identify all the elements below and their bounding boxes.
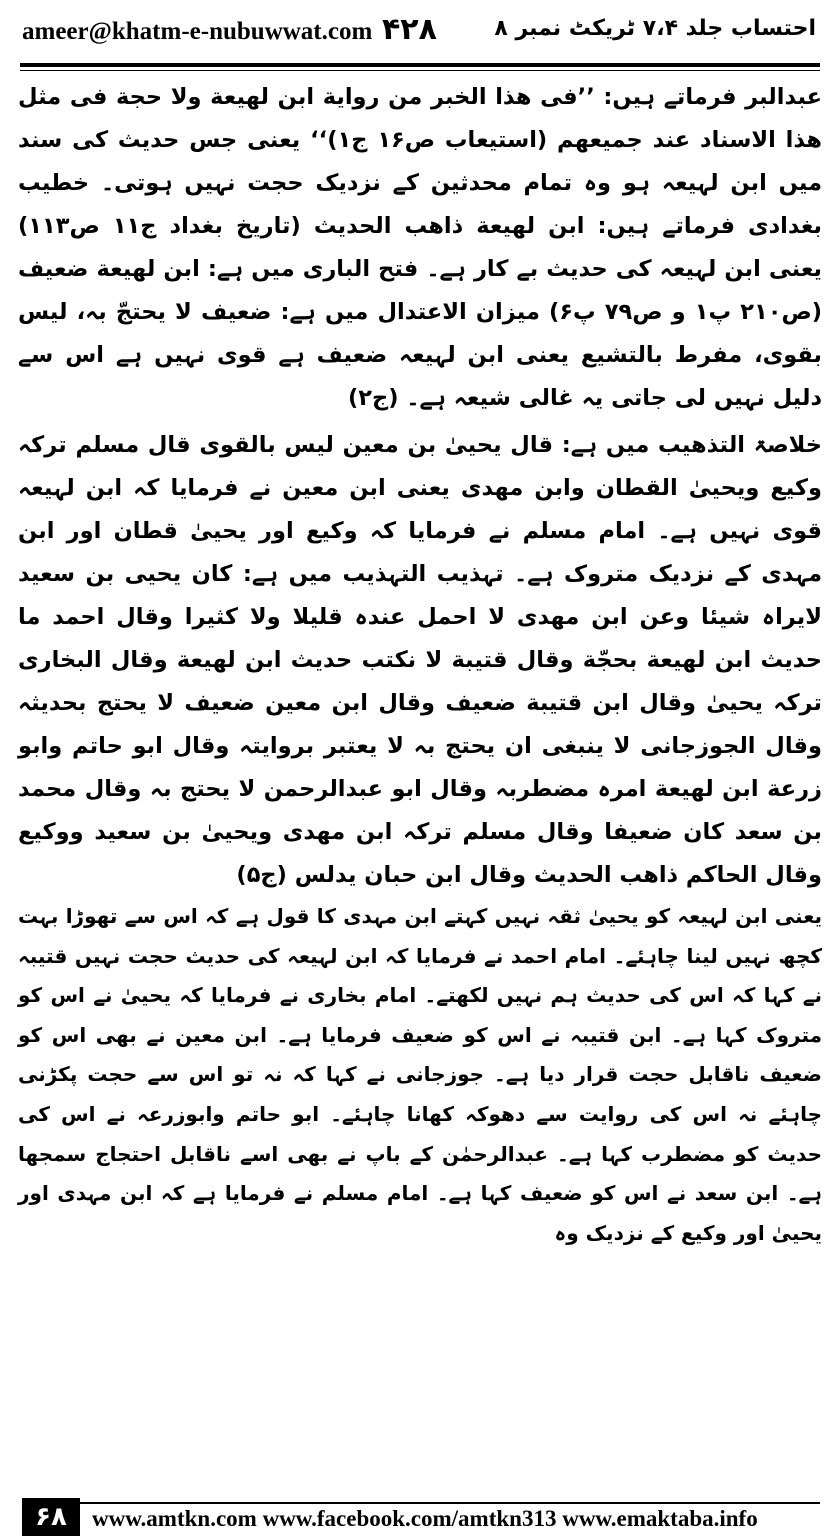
footer-links: www.amtkn.com www.facebook.com/amtkn313 www.emaktaba.info [92, 1506, 758, 1531]
page-footer [0, 1498, 840, 1540]
paragraph-khulasa-tahdhib: خلاصۃ التذھیب میں ہے: قال یحییٰ بن معین لیس بالقوی قال مسلم ترکہ وکیع ویحییٰ القطان وابن مھدی یعنی ابن معین نے فرمایا کہ ابن لہیعہ قوی نہیں ہے۔ امام مسلم نے فرمایا کہ وکیع اور یحییٰ قطان اور ابن مہدی کے نزدیک متروک ہے۔ تہذیب التہذیب میں ہے: کان یحیی بن سعید لایراہ شیئا وعن ابن مھدی لا احمل عندہ قلیلا ولا کثیرا وقال احمد ما حدیث ابن لھیعة بحجّة وقال قتیبة لا نکتب حدیث ابن لھیعة وقال البخاری ترکہ یحییٰ وقال ابن قتیبة ضعیف وقال ابن معین ضعیف لا یحتج بحدیثہ وقال الجوزجانی لا ینبغی ان یحتج بہ لا یعتبر بروایتہ وقال ابو حاتم وابو زرعة ابن لھیعة امرہ مضطربہ وقال ابو عبدالرحمن لا یحتج بہ وقال محمد بن سعد کان ضعیفا وقال مسلم ترکہ ابن مھدی ویحییٰ بن سعید ووکیع وقال الحاکم ذاھب الحدیث وقال ابن حبان یدلس (ج۵) [18, 432, 822, 888]
header-rule-thick [20, 63, 820, 67]
footer-page-number: ۶۸ [22, 1498, 80, 1536]
paragraph-abdul-barr: عبدالبر فرماتے ہیں: ’’فی ھذا الخبر من روایة ابن لھیعة ولا حجة فی مثل ھذا الاسناد عند جمیعھم (استیعاب ص۱۶ ج۱)‘‘ یعنی جس حدیث کی سند میں ابن لہیعہ ہو وہ تمام محدثین کے نزدیک حجت نہیں ہوتی۔ خطیب بغدادی فرماتے ہیں: ابن لھیعة ذاھب الحدیث (تاریخ بغداد ج۱۱ ص۱۱۳) یعنی ابن لہیعہ کی حدیث بے کار ہے۔ فتح الباری میں ہے: ابن لھیعة ضعیف (ص۲۱۰ پ۱ و ص۷۹ پ۶) میزان الاعتدال میں ہے: ضعیف لا یحتجّ بہ، لیس بقوی، مفرط بالتشیع یعنی ابن لہیعہ ضعیف ہے قوی نہیں ہے اس سے دلیل نہیں لی جاتی یہ غالی شیعہ ہے۔ (ج۲) [18, 84, 823, 411]
footer-rule [80, 1502, 820, 1504]
header-rule-thin [20, 70, 820, 71]
page-body [18, 76, 822, 1253]
header-email: ameer@khatm-e-nubuwwat.com [22, 18, 373, 45]
paragraph-urdu-summary: یعنی ابن لہیعہ کو یحییٰ ثقہ نہیں کہتے ابن مہدی کا قول ہے کہ اس سے تھوڑا بہت کچھ نہیں لینا چاہئے۔ امام احمد نے فرمایا کہ ابن لہیعہ کی حدیث حجت نہیں قتیبہ نے کہا کہ اس کی حدیث ہم نہیں لکھتے۔ امام بخاری نے فرمایا کہ یحییٰ نے اس کو متروک کہا ہے۔ ابن قتیبہ نے اس کو ضعیف فرمایا ہے۔ ابن معین نے بھی اس کو ضعیف ناقابل حجت قرار دیا ہے۔ جوزجانی نے کہا کہ نہ تو اس سے حجت پکڑنی چاہئے نہ اس کی روایت سے دھوکہ کھانا چاہئے۔ ابو حاتم وابوزرعہ نے اس کی حدیث کو مضطرب کہا ہے۔ عبدالرحمٰن کے باپ نے بھی اسے ناقابل احتجاج سمجھا ہے۔ ابن سعد نے اس کو ضعیف کہا ہے۔ امام مسلم نے فرمایا ہے کہ ابن مہدی اور یحییٰ اور وکیع کے نزدیک وہ [18, 904, 822, 1245]
page-header [0, 0, 840, 62]
header-page-number: ۴۲۸ [382, 12, 437, 47]
header-book-title: احتساب جلد ۷،۴ ٹریکٹ نمبر ۸ [494, 16, 816, 41]
